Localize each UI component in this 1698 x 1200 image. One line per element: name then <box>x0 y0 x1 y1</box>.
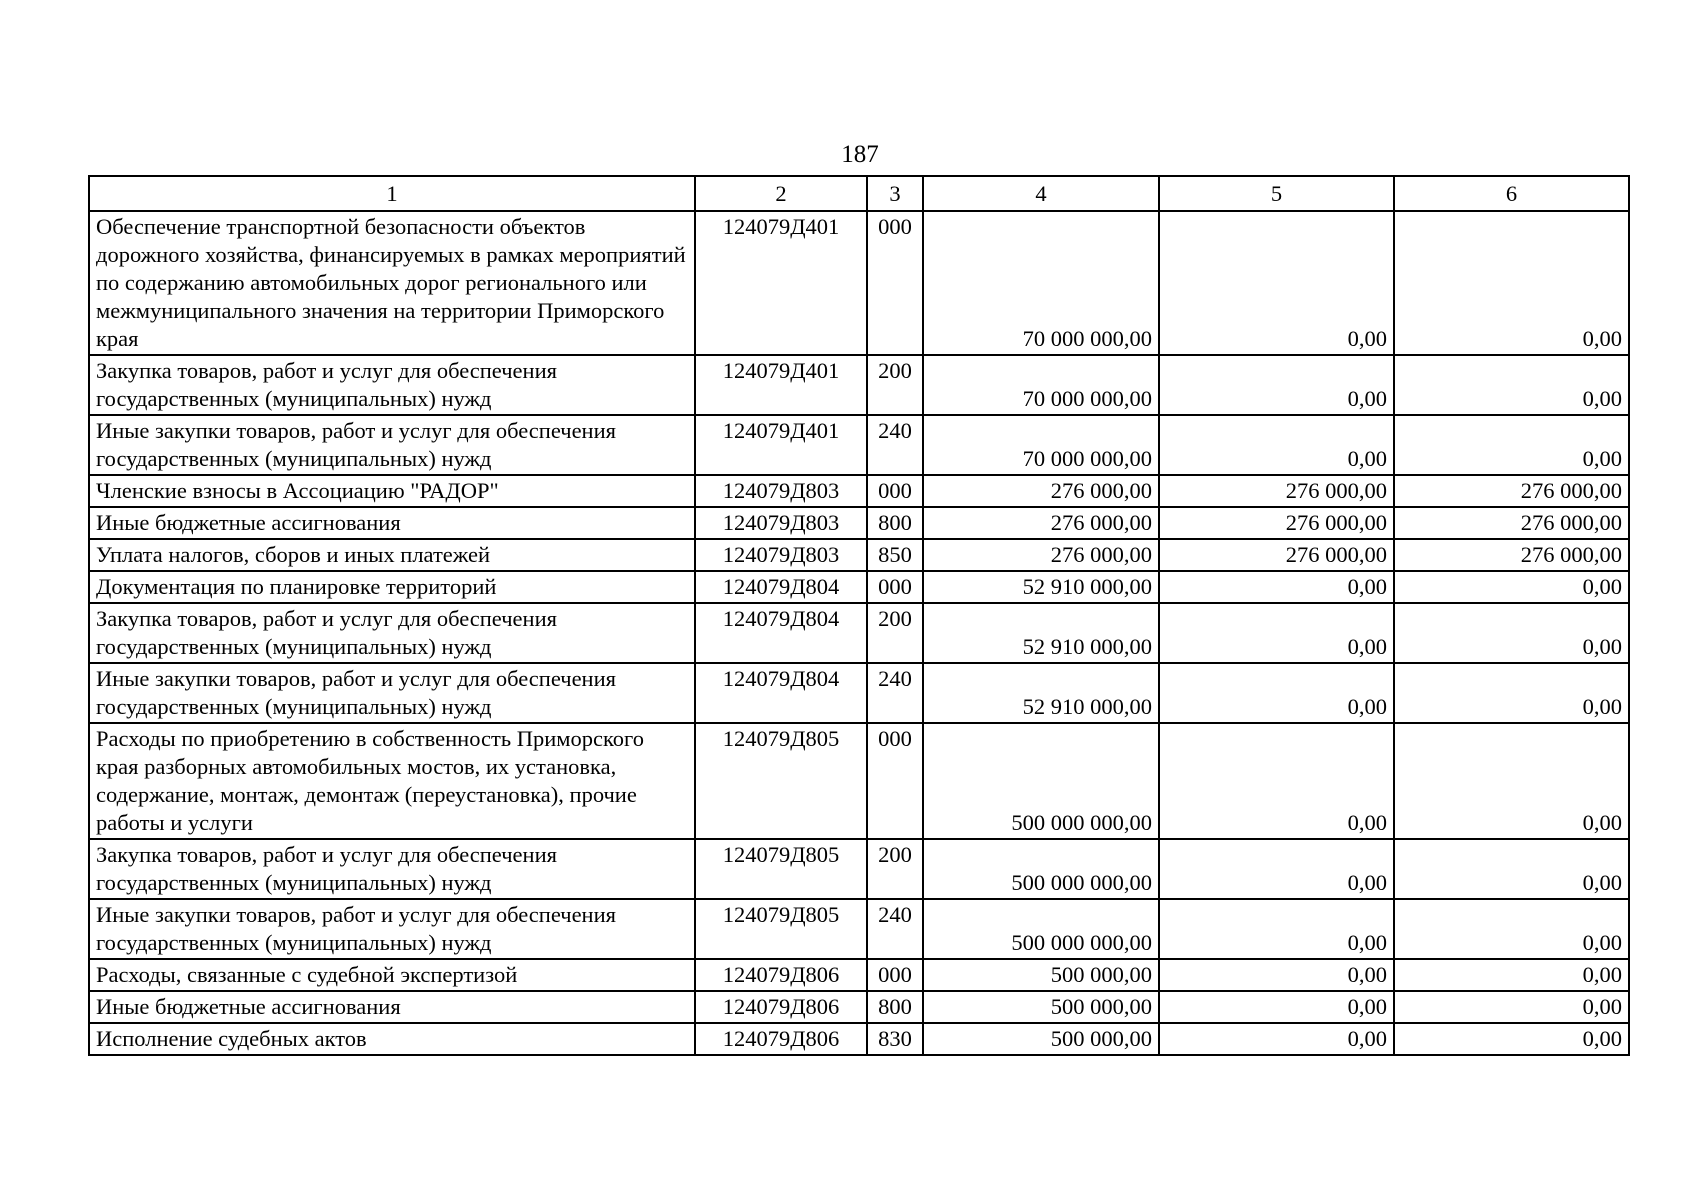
row-target-code: 124079Д803 <box>695 507 867 539</box>
row-name: Расходы, связанные с судебной экспертизой <box>89 959 695 991</box>
row-target-code: 124079Д804 <box>695 603 867 663</box>
row-amount-col5: 0,00 <box>1159 1023 1394 1055</box>
table-row <box>89 723 1629 839</box>
row-expense-type: 000 <box>867 211 923 355</box>
row-target-code: 124079Д804 <box>695 663 867 723</box>
row-amount-col5: 276 000,00 <box>1159 475 1394 507</box>
row-amount-col5: 0,00 <box>1159 663 1394 723</box>
table-row <box>89 603 1629 663</box>
row-expense-type: 830 <box>867 1023 923 1055</box>
budget-table <box>88 175 1630 1056</box>
table-row <box>89 211 1629 355</box>
column-header: 6 <box>1394 176 1629 211</box>
row-target-code: 124079Д806 <box>695 991 867 1023</box>
row-expense-type: 850 <box>867 539 923 571</box>
row-amount-col4: 276 000,00 <box>923 475 1159 507</box>
row-amount-col5: 0,00 <box>1159 991 1394 1023</box>
row-target-code: 124079Д804 <box>695 571 867 603</box>
row-amount-col4: 52 910 000,00 <box>923 663 1159 723</box>
table-row <box>89 839 1629 899</box>
row-target-code: 124079Д805 <box>695 723 867 839</box>
row-amount-col6: 276 000,00 <box>1394 475 1629 507</box>
column-header: 5 <box>1159 176 1394 211</box>
row-target-code: 124079Д805 <box>695 899 867 959</box>
row-target-code: 124079Д401 <box>695 211 867 355</box>
row-expense-type: 000 <box>867 475 923 507</box>
row-amount-col6: 0,00 <box>1394 663 1629 723</box>
table-header-row <box>89 176 1629 211</box>
row-amount-col4: 500 000,00 <box>923 1023 1159 1055</box>
row-name: Закупка товаров, работ и услуг для обеспечения государственных (муниципальных) нужд <box>89 355 695 415</box>
row-amount-col6: 0,00 <box>1394 603 1629 663</box>
row-amount-col5: 0,00 <box>1159 603 1394 663</box>
row-amount-col4: 276 000,00 <box>923 539 1159 571</box>
row-amount-col5: 0,00 <box>1159 839 1394 899</box>
row-amount-col4: 500 000 000,00 <box>923 899 1159 959</box>
row-amount-col4: 276 000,00 <box>923 507 1159 539</box>
row-name: Документация по планировке территорий <box>89 571 695 603</box>
table-row <box>89 539 1629 571</box>
row-amount-col4: 70 000 000,00 <box>923 415 1159 475</box>
row-amount-col4: 500 000,00 <box>923 959 1159 991</box>
row-expense-type: 200 <box>867 355 923 415</box>
row-target-code: 124079Д806 <box>695 1023 867 1055</box>
table-row <box>89 663 1629 723</box>
row-target-code: 124079Д803 <box>695 539 867 571</box>
row-amount-col6: 0,00 <box>1394 899 1629 959</box>
row-amount-col6: 276 000,00 <box>1394 507 1629 539</box>
row-name: Обеспечение транспортной безопасности объектов дорожного хозяйства, финансируемых в рамках мероприятий по содержанию автомобильных дорог регионального или межмуниципального значения на территории Приморского края <box>89 211 695 355</box>
row-amount-col5: 276 000,00 <box>1159 539 1394 571</box>
row-amount-col6: 276 000,00 <box>1394 539 1629 571</box>
row-name: Иные бюджетные ассигнования <box>89 991 695 1023</box>
row-amount-col6: 0,00 <box>1394 839 1629 899</box>
row-amount-col4: 500 000 000,00 <box>923 839 1159 899</box>
row-amount-col5: 0,00 <box>1159 899 1394 959</box>
row-amount-col6: 0,00 <box>1394 991 1629 1023</box>
row-amount-col5: 276 000,00 <box>1159 507 1394 539</box>
row-amount-col5: 0,00 <box>1159 723 1394 839</box>
row-target-code: 124079Д805 <box>695 839 867 899</box>
row-amount-col4: 70 000 000,00 <box>923 211 1159 355</box>
row-expense-type: 200 <box>867 603 923 663</box>
table-row <box>89 507 1629 539</box>
row-expense-type: 240 <box>867 663 923 723</box>
row-expense-type: 240 <box>867 415 923 475</box>
page-number: 187 <box>841 141 879 168</box>
row-amount-col5: 0,00 <box>1159 959 1394 991</box>
row-name: Иные закупки товаров, работ и услуг для обеспечения государственных (муниципальных) нужд <box>89 415 695 475</box>
table-row <box>89 475 1629 507</box>
row-amount-col5: 0,00 <box>1159 571 1394 603</box>
row-amount-col6: 0,00 <box>1394 355 1629 415</box>
row-name: Исполнение судебных актов <box>89 1023 695 1055</box>
row-name: Расходы по приобретению в собственность Приморского края разборных автомобильных мостов, их установка, содержание, монтаж, демонтаж (переустановка), прочие работы и услуги <box>89 723 695 839</box>
row-expense-type: 000 <box>867 723 923 839</box>
row-amount-col5: 0,00 <box>1159 355 1394 415</box>
column-header: 4 <box>923 176 1159 211</box>
row-expense-type: 240 <box>867 899 923 959</box>
column-header: 1 <box>89 176 695 211</box>
row-amount-col6: 0,00 <box>1394 723 1629 839</box>
row-expense-type: 000 <box>867 959 923 991</box>
table-row <box>89 959 1629 991</box>
row-name: Уплата налогов, сборов и иных платежей <box>89 539 695 571</box>
column-header: 2 <box>695 176 867 211</box>
row-amount-col6: 0,00 <box>1394 415 1629 475</box>
row-amount-col5: 0,00 <box>1159 415 1394 475</box>
row-expense-type: 000 <box>867 571 923 603</box>
row-target-code: 124079Д401 <box>695 355 867 415</box>
column-header: 3 <box>867 176 923 211</box>
row-target-code: 124079Д401 <box>695 415 867 475</box>
table-row <box>89 1023 1629 1055</box>
row-amount-col5: 0,00 <box>1159 211 1394 355</box>
row-name: Иные закупки товаров, работ и услуг для обеспечения государственных (муниципальных) нужд <box>89 663 695 723</box>
row-name: Закупка товаров, работ и услуг для обеспечения государственных (муниципальных) нужд <box>89 603 695 663</box>
row-name: Иные бюджетные ассигнования <box>89 507 695 539</box>
table-row <box>89 355 1629 415</box>
row-name: Закупка товаров, работ и услуг для обеспечения государственных (муниципальных) нужд <box>89 839 695 899</box>
row-name: Членские взносы в Ассоциацию "РАДОР" <box>89 475 695 507</box>
table-row <box>89 571 1629 603</box>
row-amount-col6: 0,00 <box>1394 571 1629 603</box>
row-target-code: 124079Д803 <box>695 475 867 507</box>
row-amount-col4: 52 910 000,00 <box>923 603 1159 663</box>
row-target-code: 124079Д806 <box>695 959 867 991</box>
table-row <box>89 991 1629 1023</box>
row-amount-col4: 52 910 000,00 <box>923 571 1159 603</box>
row-expense-type: 800 <box>867 507 923 539</box>
row-amount-col4: 70 000 000,00 <box>923 355 1159 415</box>
table-row <box>89 415 1629 475</box>
row-name: Иные закупки товаров, работ и услуг для обеспечения государственных (муниципальных) нужд <box>89 899 695 959</box>
row-amount-col6: 0,00 <box>1394 1023 1629 1055</box>
row-amount-col4: 500 000 000,00 <box>923 723 1159 839</box>
row-amount-col4: 500 000,00 <box>923 991 1159 1023</box>
table-row <box>89 899 1629 959</box>
row-amount-col6: 0,00 <box>1394 959 1629 991</box>
row-expense-type: 200 <box>867 839 923 899</box>
row-amount-col6: 0,00 <box>1394 211 1629 355</box>
row-expense-type: 800 <box>867 991 923 1023</box>
